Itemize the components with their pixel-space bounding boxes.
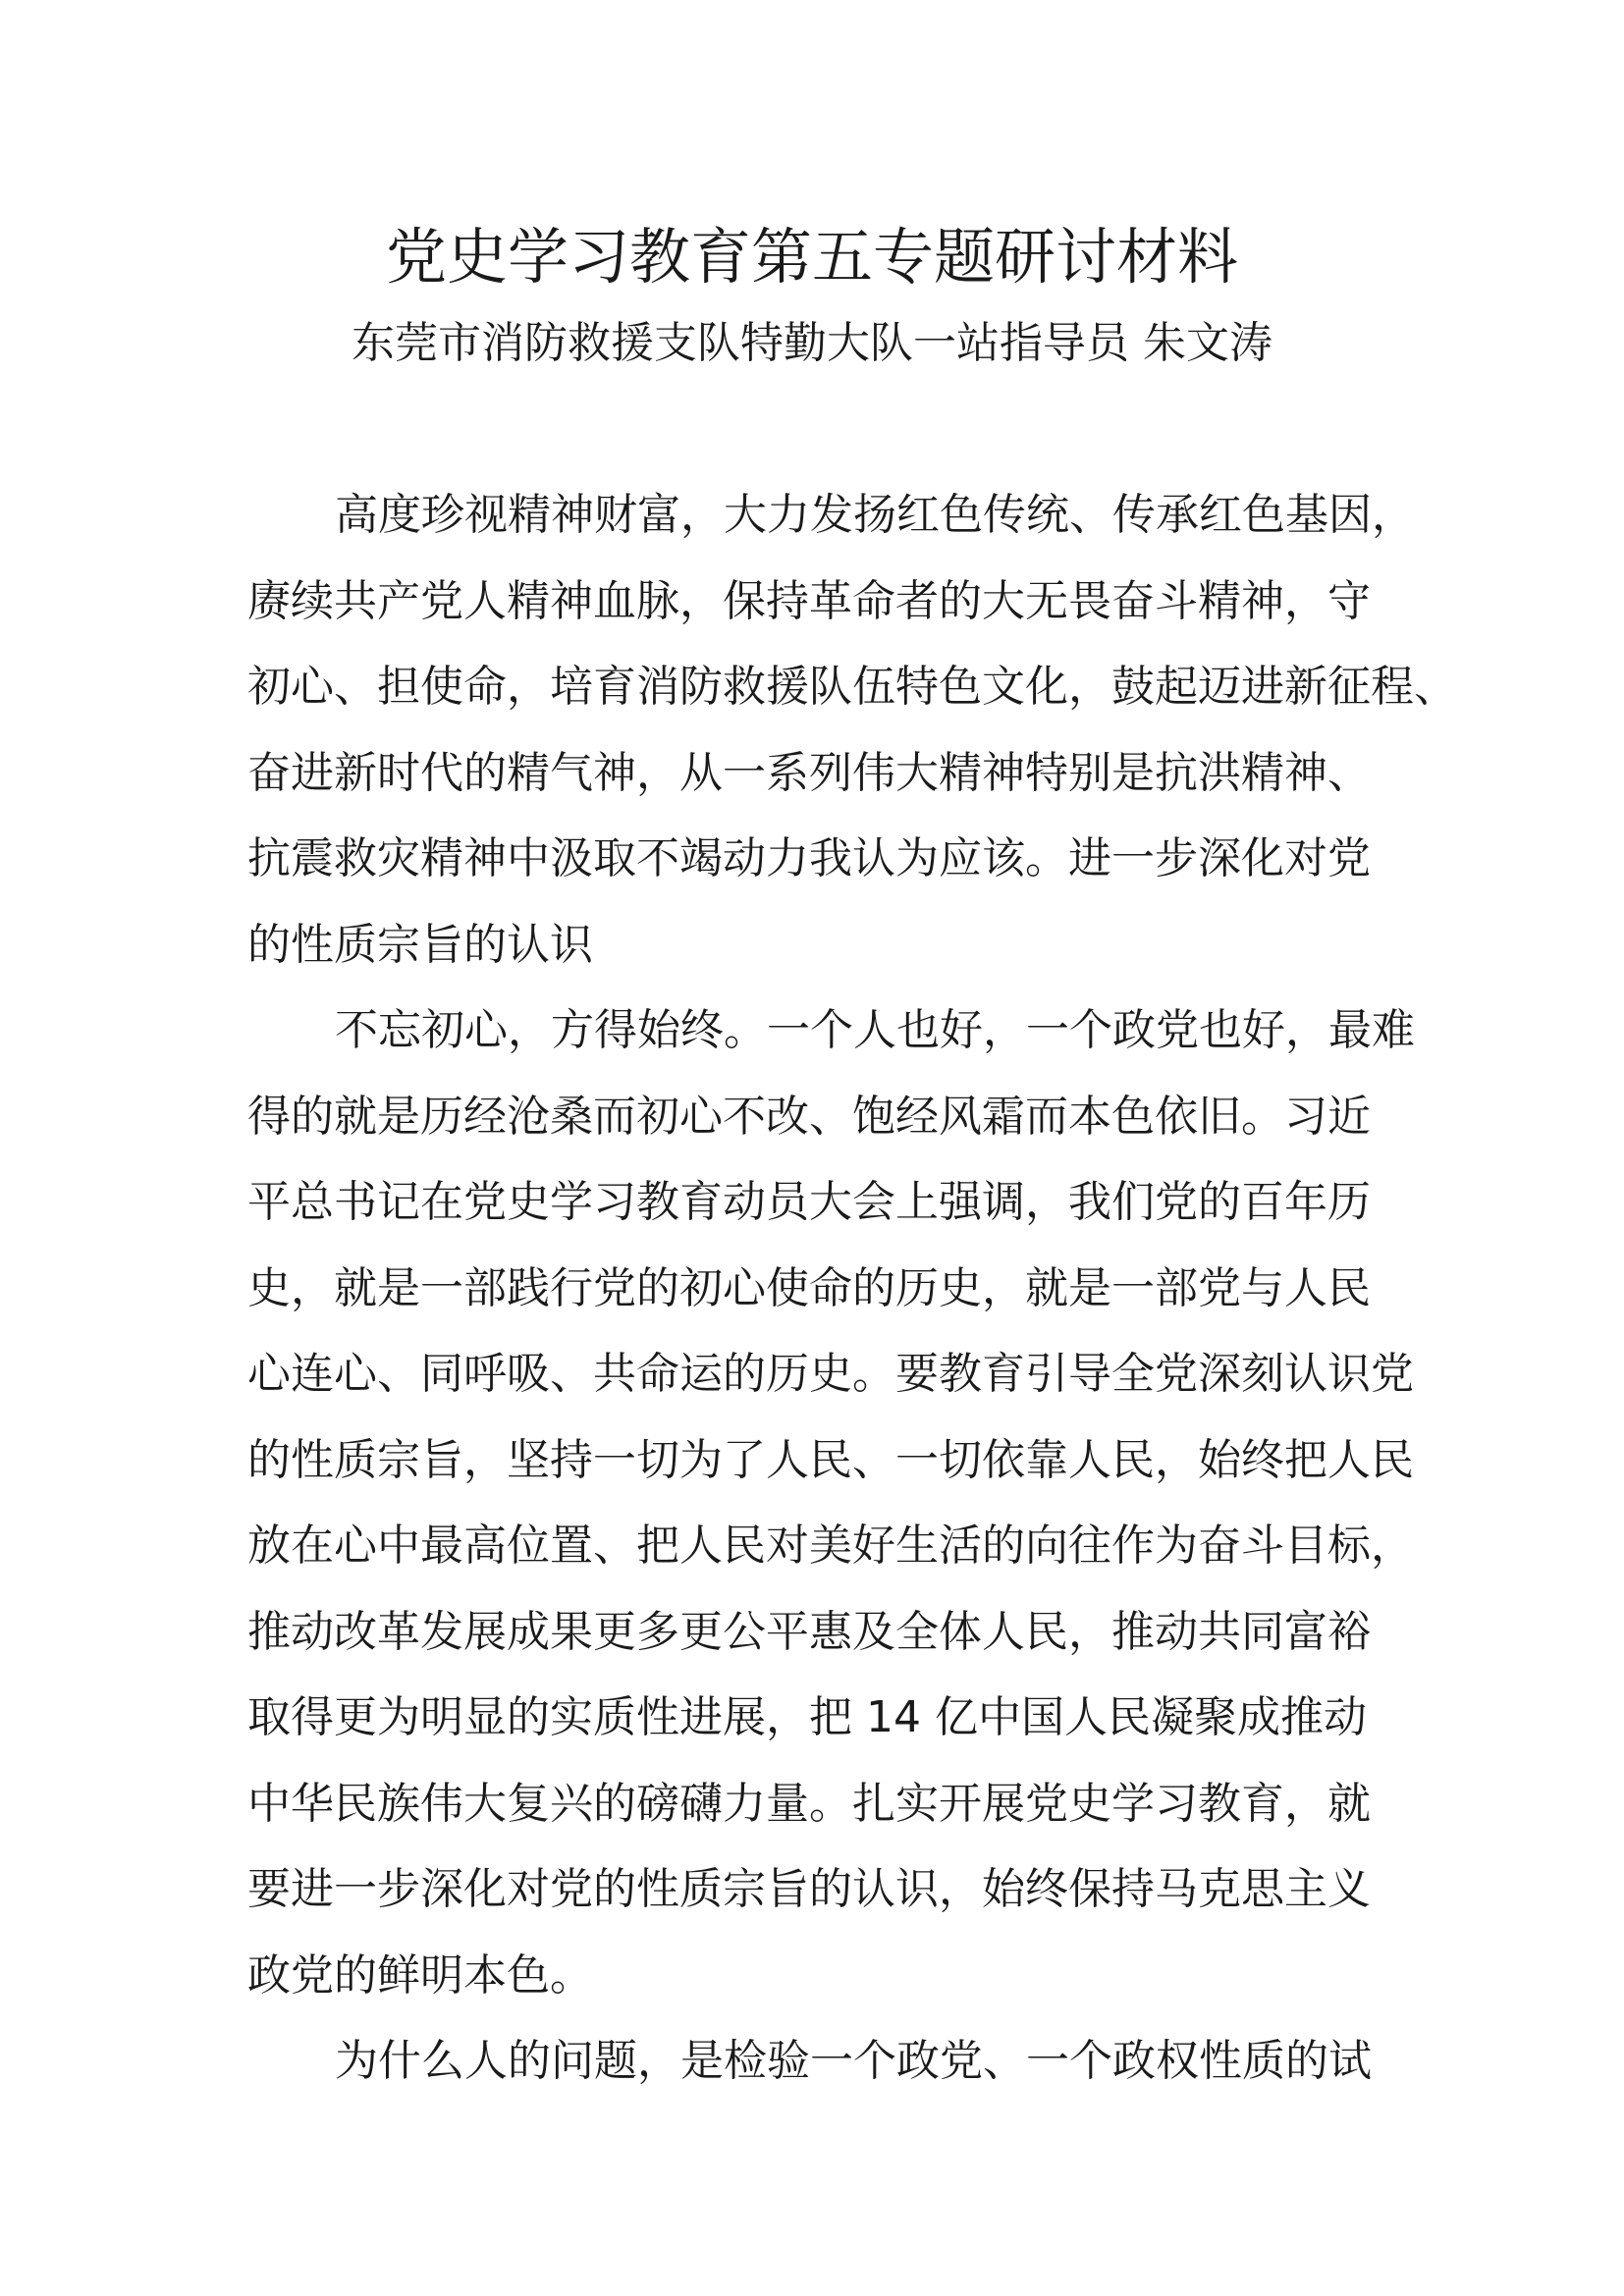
paragraph-line: 赓续共产党人精神血脉，保持革命者的大无畏奋斗精神，守	[247, 575, 1371, 626]
paragraph-line: 政党的鲜明本色。	[247, 1949, 593, 2001]
paragraph-line: 不忘初心，方得始终。一个人也好，一个政党也好，最难	[335, 1005, 1415, 1055]
paragraph-line: 初心、担使命，培育消防救援队伍特色文化，鼓起迈进新征程、	[247, 662, 1457, 712]
paragraph-line: 奋进新时代的精气神，从一系列伟大精神特别是抗洪精神、	[247, 747, 1371, 798]
paragraph-line: 心连心、同呼吸、共命运的历史。要教育引导全党深刻认识党	[247, 1349, 1414, 1399]
paragraph	[247, 988, 1415, 2018]
paragraph-line: 要进一步深化对党的性质宗旨的认识，始终保持马克思主义	[247, 1864, 1371, 1914]
document-body	[247, 472, 1457, 2105]
paragraph-line: 抗震救灾精神中汲取不竭动力我认为应该。进一步深化对党	[247, 833, 1371, 883]
paragraph-line: 取得更为明显的实质性进展，把 14 亿中国人民凝聚成推动	[247, 1692, 1367, 1742]
paragraph-line: 平总书记在党史学习教育动员大会上强调，我们党的百年历	[247, 1177, 1371, 1227]
paragraph-line: 推动改革发展成果更多更公平惠及全体人民，推动共同富裕	[247, 1606, 1371, 1657]
paragraph-line: 的性质宗旨，坚持一切为了人民、一切依靠人民，始终把人民	[247, 1434, 1414, 1485]
paragraph-line: 的性质宗旨的认识	[247, 919, 593, 970]
paragraph-line: 放在心中最高位置、把人民对美好生活的向往作为奋斗目标，	[247, 1521, 1414, 1571]
paragraph	[247, 472, 1457, 988]
paragraph-line: 高度珍视精神财富，大力发扬红色传统、传承红色基因，	[335, 490, 1415, 540]
paragraph-line: 得的就是历经沧桑而初心不改、饱经风霜而本色依旧。习近	[247, 1091, 1371, 1142]
document-title: 党史学习教育第五专题研讨材料	[385, 221, 1238, 293]
paragraph-line: 为什么人的问题，是检验一个政党、一个政权性质的试	[335, 2036, 1372, 2086]
paragraph-line: 史，就是一部践行党的初心使命的历史，就是一部党与人民	[247, 1262, 1371, 1313]
document-subtitle: 东莞市消防救援支队特勤大队一站指导员 朱文涛	[352, 318, 1272, 368]
paragraph-line: 中华民族伟大复兴的磅礴力量。扎实开展党史学习教育，就	[247, 1778, 1371, 1829]
paragraph	[247, 2018, 1396, 2105]
